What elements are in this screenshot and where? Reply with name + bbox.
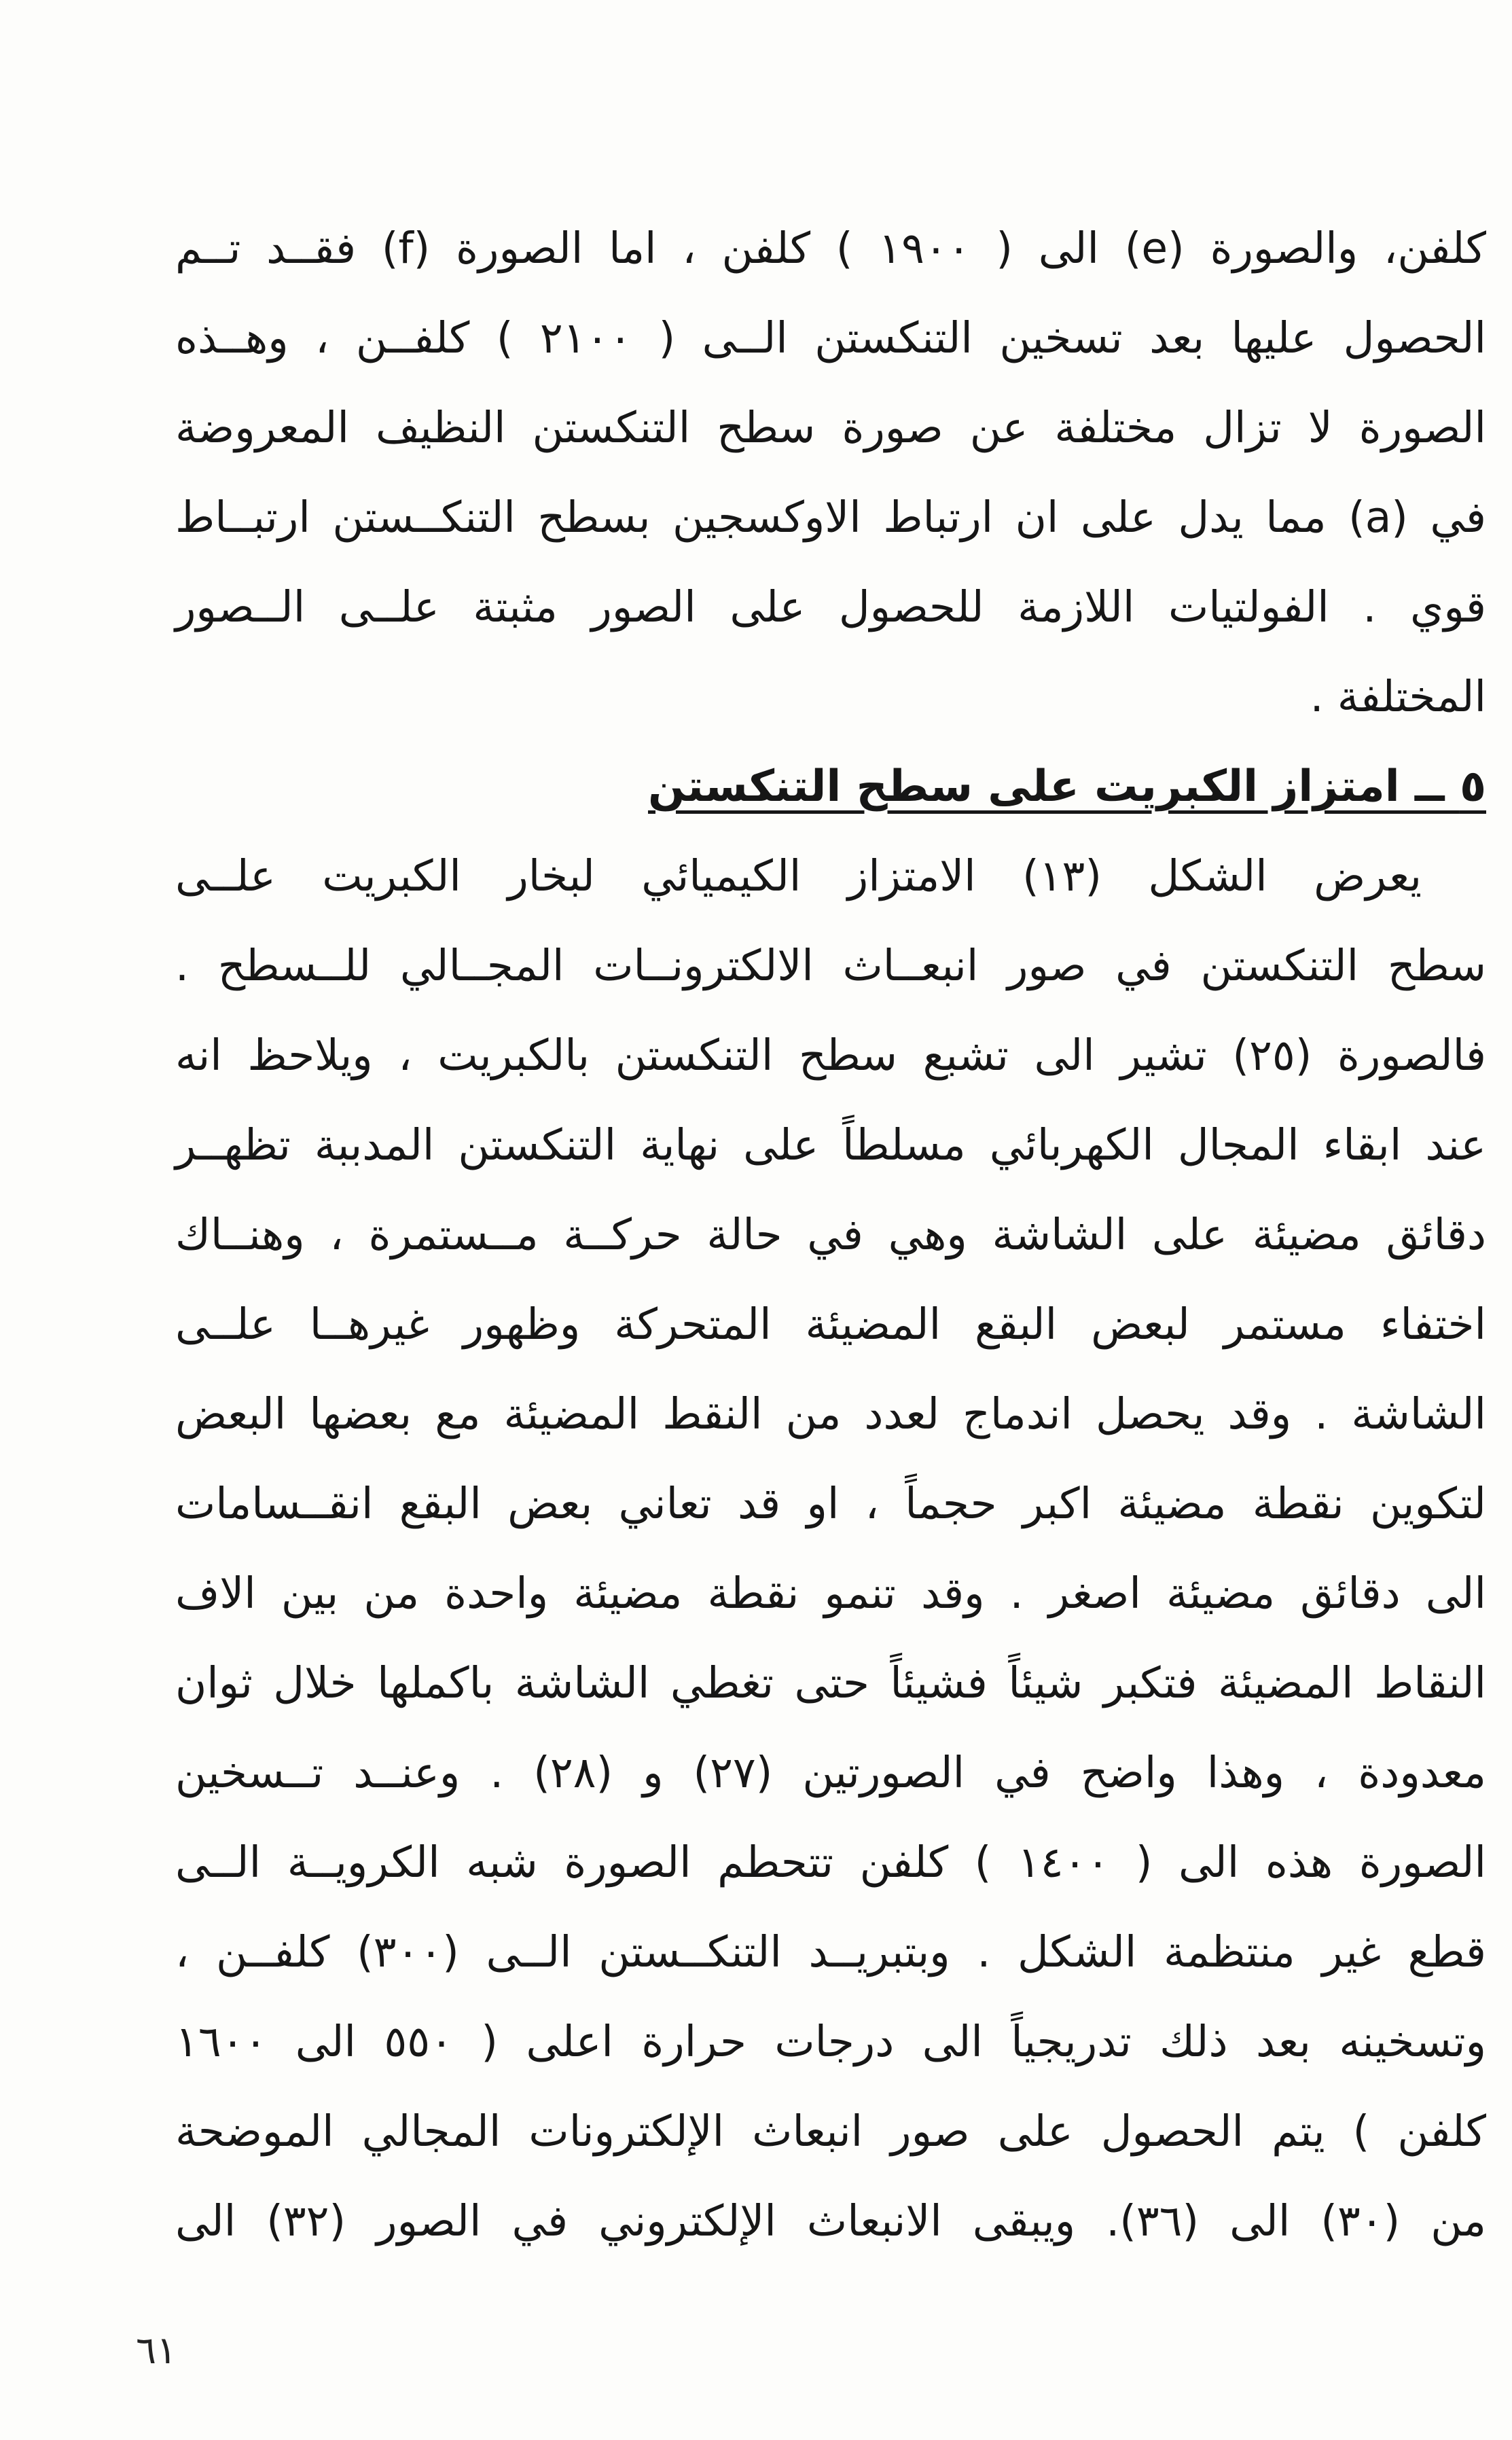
para1-line: كلفن، والصورة (e) الى ( ١٩٠٠ ) كلفن ، اما الصورة (f) فقــد تــم — [175, 223, 1487, 273]
para2-line: سطح التنكستن في صور انبعــاث الالكترونــات المجــالي للــسطح . — [175, 941, 1486, 990]
para2-line: يعرض الشكل (١٣) الامتزاز الكيميائي لبخار الكبريت علــى — [175, 851, 1422, 901]
para2-line: فالصورة (٢٥) تشير الى تشبع سطح التنكستن بالكبريت ، ويلاحظ انه — [175, 1030, 1486, 1080]
para2-line: النقاط المضيئة فتكبر شيئاً فشيئاً حتى تغطي الشاشة باكملها خلال ثوان — [175, 1658, 1486, 1708]
para2-line: قطع غير منتظمة الشكل . وبتبريــد التنكــستن الــى (٣٠٠) كلفــن ، — [175, 1927, 1486, 1977]
para2-line: الشاشة . وقد يحصل اندماج لعدد من النقط المضيئة مع بعضها البعض — [175, 1389, 1486, 1439]
para1-line: في (a) مما يدل على ان ارتباط الاوكسجين بسطح التنكــستن ارتبــاط — [175, 492, 1487, 542]
page-number: ٦١ — [136, 2329, 177, 2373]
para2-line: الصورة هذه الى ( ١٤٠٠ ) كلفن تتحطم الصورة شبه الكرويــة الــى — [175, 1837, 1486, 1887]
para2-line: من (٣٠) الى (٣٦). ويبقى الانبعاث الإلكتروني في الصور (٣٢) الى — [175, 2196, 1486, 2246]
para2-line: معدودة ، وهذا واضح في الصورتين (٢٧) و (٢٨) . وعنــد تــسخين — [175, 1748, 1486, 1797]
section-heading — [175, 742, 1486, 831]
para2-line: دقائق مضيئة على الشاشة وهي في حالة حركــة مــستمرة ، وهنــاك — [175, 1210, 1486, 1259]
para2-line: اختفاء مستمر لبعض البقع المضيئة المتحركة وظهور غيرهــا علــى — [175, 1299, 1486, 1349]
para2-line: وتسخينه بعد ذلك تدريجياً الى درجات حرارة اعلى ( ٥٥٠ الى ١٦٠٠ — [175, 2017, 1486, 2066]
para1-line: الحصول عليها بعد تسخين التنكستن الــى ( ٢١٠٠ ) كلفــن ، وهــذه — [175, 313, 1486, 363]
para2-line: لتكوين نقطة مضيئة اكبر حجماً ، او قد تعاني بعض البقع انقــسامات — [175, 1479, 1486, 1528]
para2-line: الى دقائق مضيئة اصغر . وقد تنمو نقطة مضيئة واحدة من بين الاف — [175, 1568, 1486, 1618]
para1-line: قوي . الفولتيات اللازمة للحصول على الصور مثبتة علــى الــصور — [175, 582, 1486, 632]
section-heading-text: ٥ ــ امتزاز الكبريت على سطح التنكستن — [648, 761, 1486, 812]
text-block — [175, 204, 1486, 2266]
para1-line: الصورة لا تزال مختلفة عن صورة سطح التنكستن النظيف المعروضة — [175, 403, 1486, 452]
para2-line: عند ابقاء المجال الكهربائي مسلطاً على نهاية التنكستن المدببة تظهــر — [175, 1120, 1486, 1170]
para1-last-line: المختلفة . — [1310, 672, 1486, 721]
para2-line: كلفن ) يتم الحصول على صور انبعاث الإلكترونات المجالي الموضحة — [175, 2106, 1486, 2156]
